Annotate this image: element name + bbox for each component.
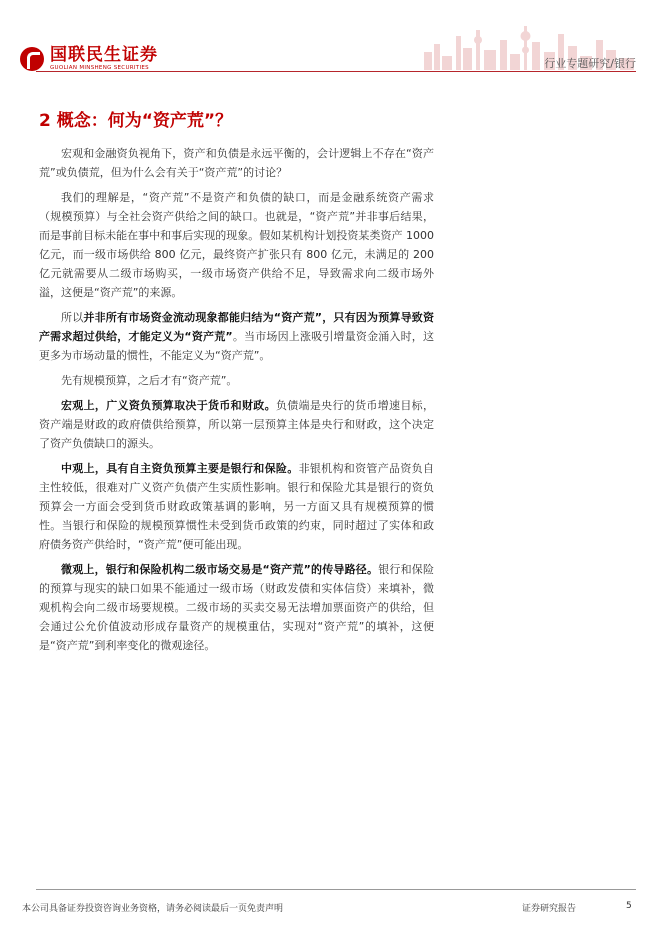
logo-english-name: GUOLIAN MINSHENG SECURITIES xyxy=(50,65,149,71)
paragraph xyxy=(39,560,434,655)
footer-divider xyxy=(36,889,636,890)
paragraph xyxy=(39,308,434,365)
paragraph-lead: 所以 xyxy=(61,311,84,324)
paragraph: 我们的理解是，“资产荒”不是资产和负债的缺口，而是金融系统资产需求（规模预算）与全社会资产供给之间的缺口。也就是，“资产荒”并非事后结果，而是事前目标未能在事中和事后实现的现象。假如某机构计划投资某类资产 1000 亿元，而一级市场供给 800 亿元，最终资产扩张只有 800 亿元，未满足的 200 亿元就需要从二级市场购买，一级市场资产供给不足，导致需求向二级市场外溢，这便是“资产荒”的来源。 xyxy=(39,191,434,299)
paragraph-emphasis: 微观上，银行和保险机构二级市场交易是“资产荒”的传导路径。 xyxy=(61,563,379,576)
paragraph-emphasis: 并非所有市场资金流动现象都能归结为“资产荒”，只有因为预算导致资产需求超过供给，才能定义为“资产荒” xyxy=(39,311,434,343)
paragraph: 宏观和金融资负视角下，资产和负债是永远平衡的，会计逻辑上不存在“资产荒”或负债荒，但为什么会有关于“资产荒”的讨论？ xyxy=(39,147,434,179)
report-category: 行业专题研究/银行 xyxy=(544,57,636,70)
footer-disclaimer: 本公司具备证券投资咨询业务资格，请务必阅读最后一页免责声明 xyxy=(22,904,284,914)
paragraph-emphasis: 中观上，具有自主资负预算主要是银行和保险。 xyxy=(61,462,299,475)
paragraph xyxy=(39,396,434,453)
paragraph-body: 。当市场因上涨吸引增量资金涌入时，这更多为市场动量的惯性，不能定义为“资产荒”。 xyxy=(39,330,434,362)
page-number: 5 xyxy=(626,901,632,911)
main-content xyxy=(39,110,434,661)
paragraph-body: 非银机构和资管产品资负自主性较低，很难对广义资产负债产生实质性影响。银行和保险尤其是银行的资负预算会一方面会受到货币财政政策基调的影响，另一方面又具有规模预算的惯性。当银行和保险的规模预算惯性未受到货币政策的约束，同时超过了实体和政府债务资产供给时，“资产荒”便可能出现。 xyxy=(39,462,434,551)
paragraph: 先有规模预算，之后才有“资产荒”。 xyxy=(61,374,238,387)
paragraph-body: 银行和保险的预算与现实的缺口如果不能通过一级市场（财政发债和实体信贷）来填补，微观机构会向二级市场要规模。二级市场的买卖交易无法增加票面资产的供给，但会通过公允价值波动形成存量资产的规模重估，实现对“资产荒”的填补，这便是“资产荒”到利率变化的微观途径。 xyxy=(39,563,434,652)
logo-mark-icon xyxy=(20,47,44,71)
footer-report-type: 证券研究报告 xyxy=(522,904,577,914)
header-divider xyxy=(36,71,636,72)
logo-chinese-name: 国联民生证券 xyxy=(50,45,158,65)
paragraph-body: 负债端是央行的货币增速目标，资产端是财政的政府债供给预算，所以第一层预算主体是央行和财政，这个决定了资产负债缺口的源头。 xyxy=(39,399,434,450)
paragraph xyxy=(39,459,434,554)
company-logo xyxy=(20,46,158,72)
paragraph-emphasis: 宏观上，广义资负预算取决于货币和财政。 xyxy=(61,399,276,412)
section-title: 2 概念：何为“资产荒”？ xyxy=(39,111,233,131)
page-header xyxy=(0,0,662,80)
